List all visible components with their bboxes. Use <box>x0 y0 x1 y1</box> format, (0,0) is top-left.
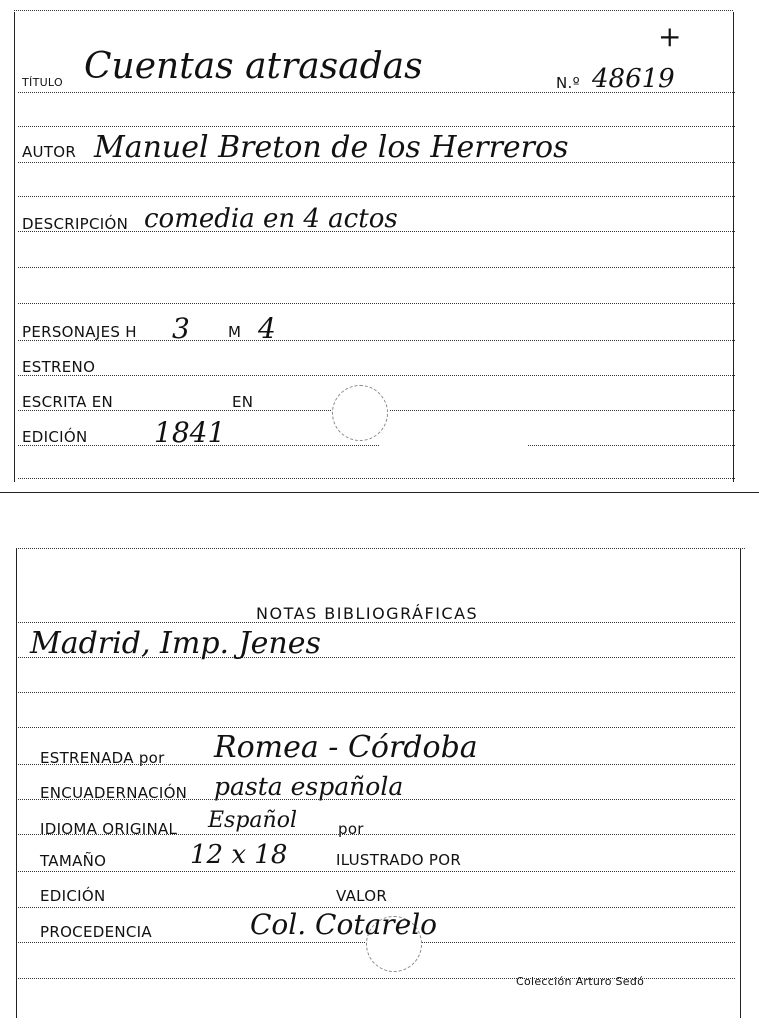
en-label: EN <box>232 393 254 411</box>
card-left-edge <box>16 548 17 1018</box>
autor-label: AUTOR <box>22 143 77 161</box>
card-left-edge <box>14 12 15 482</box>
descripcion-value: comedia en 4 actos <box>144 204 398 234</box>
valor-label: VALOR <box>336 887 388 905</box>
encuadernacion-value: pasta española <box>214 772 404 801</box>
descripcion-label: DESCRIPCIÓN <box>22 215 129 233</box>
edicion-value: 1841 <box>154 416 226 449</box>
cross-mark: + <box>658 20 682 53</box>
por-label: por <box>338 820 364 838</box>
rule <box>18 303 735 304</box>
rule <box>18 126 735 127</box>
procedencia-value: Col. Cotarelo <box>250 908 438 941</box>
procedencia-label: PROCEDENCIA <box>40 923 152 941</box>
idioma-label: IDIOMA ORIGINAL <box>40 820 178 838</box>
numero-value: 48619 <box>592 64 675 94</box>
card-bottom-edge <box>0 492 759 493</box>
rule <box>18 871 735 872</box>
titulo-value: Cuentas atrasadas <box>84 46 423 87</box>
rule <box>18 692 735 693</box>
rule <box>422 942 735 943</box>
card-top-edge <box>16 548 745 549</box>
rule <box>18 942 419 943</box>
card-top-edge <box>14 10 733 11</box>
notas-heading: NOTAS BIBLIOGRÁFICAS <box>256 604 479 623</box>
estrenada-label: ESTRENADA por <box>40 749 165 767</box>
numero-label: N.º <box>556 74 580 92</box>
footer-credit: Colección Arturo Sedó <box>516 975 645 988</box>
escrita-label: ESCRITA EN <box>22 393 114 411</box>
rule <box>18 727 735 728</box>
personajes-label: PERSONAJES H <box>22 323 137 341</box>
rule <box>18 478 735 479</box>
catalog-card-back <box>0 540 759 1028</box>
card-right-edge <box>740 548 741 1018</box>
personajes-m-value: 4 <box>258 312 276 345</box>
edicion-label: EDICIÓN <box>22 428 88 446</box>
notes-line-1: Madrid, Imp. Jenes <box>30 626 321 661</box>
autor-value: Manuel Breton de los Herreros <box>94 130 569 165</box>
encuadernacion-label: ENCUADERNACIÓN <box>40 784 188 802</box>
personajes-h-value: 3 <box>172 312 190 345</box>
tamano-label: TAMAÑO <box>40 852 107 870</box>
idioma-value: Español <box>208 808 297 833</box>
titulo-label: TÍTULO <box>22 76 63 89</box>
estrenada-value: Romea - Córdoba <box>214 730 478 765</box>
rule <box>528 445 735 446</box>
rule <box>18 196 735 197</box>
rule <box>18 267 735 268</box>
catalog-card-front <box>0 0 759 495</box>
punch-hole <box>332 385 388 441</box>
rule <box>18 375 735 376</box>
tamano-value: 12 x 18 <box>190 840 288 870</box>
rule <box>390 410 735 411</box>
edicion-back-label: EDICIÓN <box>40 887 106 905</box>
ilustrado-label: ILUSTRADO POR <box>336 851 462 869</box>
personajes-m-label: M <box>228 323 242 341</box>
estreno-label: ESTRENO <box>22 358 96 376</box>
card-right-edge <box>733 12 734 482</box>
